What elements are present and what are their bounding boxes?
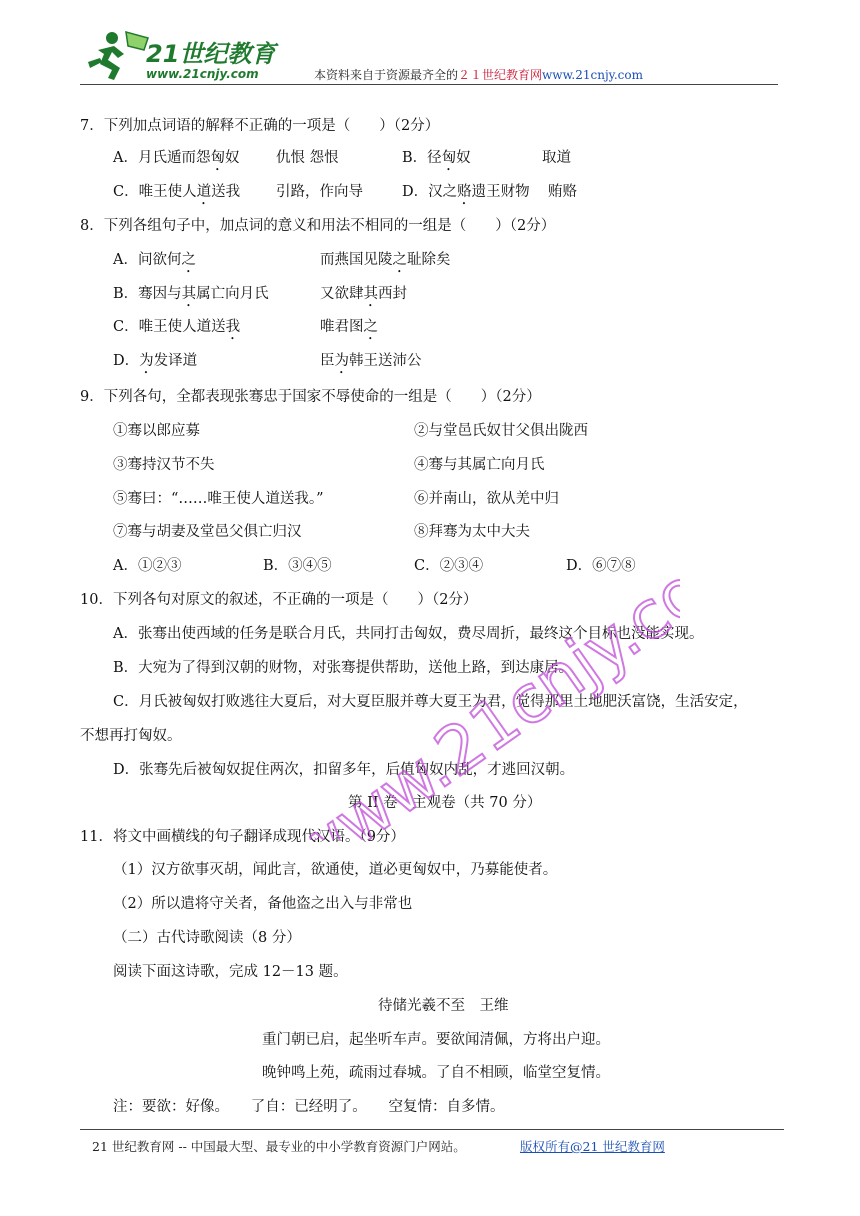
q11-sentence-1: （1）汉方欲事灭胡，闻此言，欲通使，道必更匈奴中，乃募能使者。: [113, 862, 558, 878]
poetry-instruction: 阅读下面这诗歌，完成 12－13 题。: [113, 964, 348, 980]
poem-line-2: 晚钟鸣上苑，疏雨过春城。了自不相顾，临堂空复情。: [262, 1065, 610, 1081]
q8-option-d-left: D．为发译道: [113, 353, 198, 369]
logo-url: www.21cnjy.com: [146, 67, 259, 81]
poem-notes: 注：要欲：好像。 了自：已经明了。 空复情：自多情。: [113, 1099, 505, 1115]
footer-copyright-link[interactable]: 版权所有@21 世纪教育网: [520, 1139, 665, 1154]
question-10-stem: 10．下列各句对原文的叙述，不正确的一项是（ ）（2分）: [80, 592, 478, 608]
poem-title: 待储光羲不至 王维: [378, 998, 509, 1014]
q10-option-c-line1: C．月氏被匈奴打败逃往大夏后，对大夏臣服并尊大夏王为君，觉得那里土地肥沃富饶，生活安定，: [113, 694, 748, 710]
footer-divider: [80, 1129, 784, 1130]
header-source-line: [314, 66, 643, 83]
q11-sentence-2: （2）所以遣将守关者，备他盗之出入与非常也: [113, 896, 413, 912]
header-source-prefix: 本资料来自于资源最齐全的: [314, 68, 459, 82]
q7-option-b-explanation: 取道: [542, 150, 571, 166]
q9-sentence-3: ③骞持汉节不失: [113, 457, 215, 473]
runner-icon: [88, 32, 148, 80]
question-11-stem: 11．将文中画横线的句子翻译成现代汉语。（9分）: [80, 829, 405, 845]
section-2-title: 第 II 卷 主观卷（共 70 分）: [348, 795, 542, 811]
q10-option-a: A．张骞出使西域的任务是联合月氏，共同打击匈奴，费尽周折，最终这个目标也没能实现。: [113, 626, 704, 642]
q7-option-c: C．唯王使人道送我: [113, 184, 241, 200]
q8-option-a-right: 而燕国见陵之耻除矣: [320, 252, 451, 268]
q9-option-b: B．③④⑤: [263, 558, 332, 574]
q10-option-b: B．大宛为了得到汉朝的财物，对张骞提供帮助，送他上路，到达康居。: [113, 660, 574, 676]
q7-option-d-explanation: 贿赂: [548, 184, 577, 200]
q10-option-c-line2: 不想再打匈奴。: [80, 728, 182, 744]
poetry-section-heading: （二）古代诗歌阅读（8 分）: [113, 930, 301, 946]
question-9-stem: 9．下列各句，全都表现张骞忠于国家不辱使命的一组是（ ）（2分）: [80, 389, 541, 405]
q7-option-a: A．月氏遁而怨匈奴: [113, 150, 240, 166]
q9-sentence-6: ⑥并南山，欲从羌中归: [414, 491, 559, 507]
logo-title: 21世纪教育: [146, 40, 276, 68]
q7-option-b: B．径匈奴: [402, 150, 471, 166]
q8-option-b-right: 又欲肆其西封: [320, 286, 407, 302]
question-7-stem: 7．下列加点词语的解释不正确的一项是（ ）（2分）: [80, 118, 440, 134]
q9-sentence-7: ⑦骞与胡妻及堂邑父俱亡归汉: [113, 524, 302, 540]
header-source-site: ２１世纪教育网: [458, 68, 543, 82]
q9-option-a: A．①②③: [113, 558, 182, 574]
q9-sentence-8: ⑧拜骞为太中大夫: [414, 524, 530, 540]
q8-option-a-left: A．问欲何之: [113, 252, 196, 268]
q9-sentence-5: ⑤骞曰：“……唯王使人道送我。”: [113, 491, 324, 507]
q8-option-b-left: B．骞因与其属亡向月氏: [113, 286, 269, 302]
q10-option-d: D．张骞先后被匈奴捉住两次，扣留多年，后值匈奴内乱，才逃回汉朝。: [113, 762, 575, 778]
poem-line-1: 重门朝已启，起坐听车声。要欲闻清佩，方将出户迎。: [262, 1032, 610, 1048]
q9-sentence-2: ②与堂邑氏奴甘父俱出陇西: [414, 423, 588, 439]
q9-sentence-4: ④骞与其属亡向月氏: [414, 457, 545, 473]
header-source-url[interactable]: www.21cnjy.com: [542, 68, 643, 82]
q8-option-c-right: 唯君图之: [320, 319, 378, 335]
q9-option-d: D．⑥⑦⑧: [566, 558, 636, 574]
q7-option-a-explanation: 仇恨 怨恨: [276, 150, 339, 166]
footer-description: 21 世纪教育网 -- 中国最大型、最专业的中小学教育资源门户网站。: [92, 1139, 466, 1154]
question-8-stem: 8．下列各组句子中，加点词的意义和用法不相同的一组是（ ）（2分）: [80, 218, 556, 234]
site-logo: [84, 28, 314, 84]
q7-option-c-explanation: 引路，作向导: [276, 184, 363, 200]
q9-option-c: C．②③④: [414, 558, 484, 574]
watermark-text: www.21cnjy.com: [276, 520, 680, 840]
q9-sentence-1: ①骞以郎应募: [113, 423, 200, 439]
q7-option-d: D．汉之赂遗王财物: [402, 184, 530, 200]
header-divider: [80, 84, 778, 85]
q8-option-c-left: C．唯王使人道送我: [113, 319, 241, 335]
q8-option-d-right: 臣为韩王送沛公: [320, 353, 422, 369]
